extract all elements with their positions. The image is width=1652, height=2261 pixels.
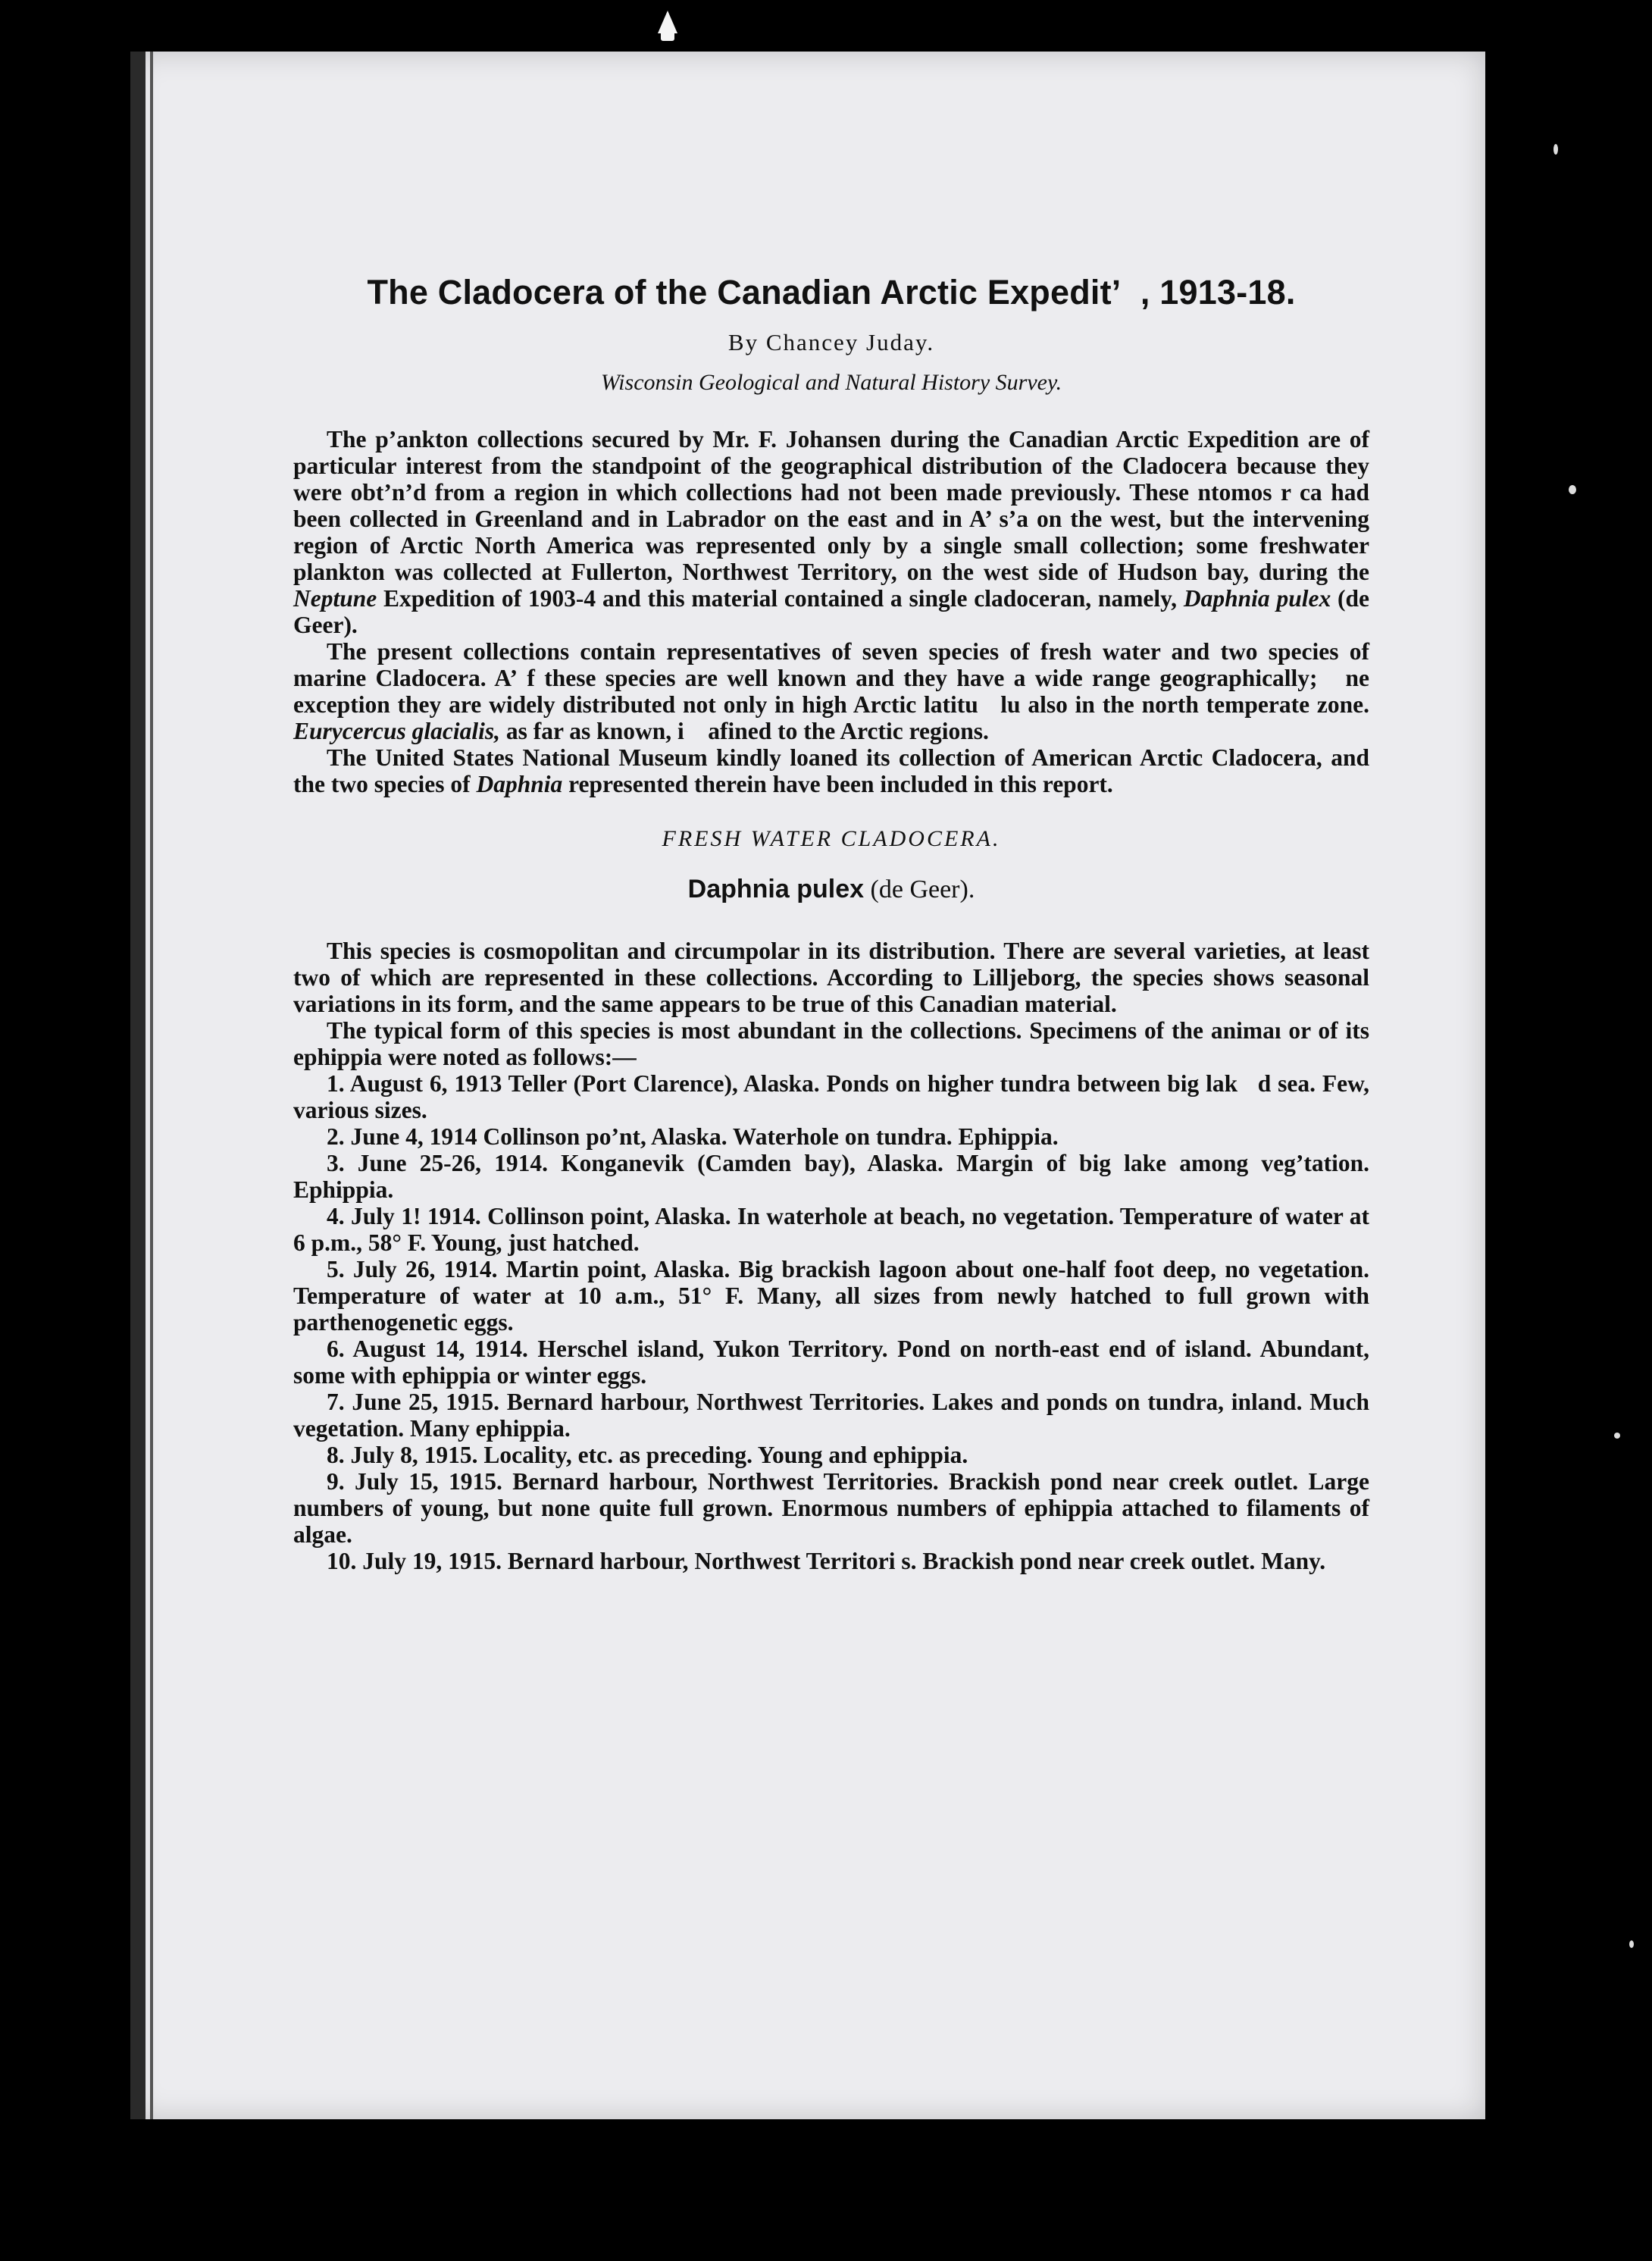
record-entry: 8. July 8, 1915. Locality, etc. as preceding. Young and ephippia. [327, 1442, 968, 1468]
record-entry: 3. June 25-26, 1914. Konganevik (Camden bay), Alaska. Margin of big lake among veg’tation. Ephippia. [293, 1150, 1369, 1203]
species-paragraph-2: The typical form of this species is most abundant in the collections. Specimens of the animaı or of its ephippia were noted as follows:— [293, 1017, 1369, 1070]
intro-text: The p’ankton collections secured by Mr. F. Johansen during the Canadian Arctic Expedition are of particular interest from the standpoint of the geographical distribution of the Cladocera because they were obt’n’d from a region in which collections had not been made previously. These ntomos r ca had been collected in Greenland and in Labrador on the east and in A’ s’a on the west, but the intervening region of Arctic North America was represented only by a single small collection; some freshwater plankton was collected at Fullerton, Northwest Territory, on the west side of Hudson bay, during the [293, 426, 1369, 585]
intro-text: Expedition of 1903-4 and this material contained a single cladoceran, namely, [377, 585, 1184, 612]
intro-text: The United States National Museum kindly loaned its collection of American Arctic Cladocera, and the two species of [293, 744, 1369, 797]
intro-text: (de Geer). [293, 585, 1369, 638]
intro-text: represented therein have been included in this report. [562, 771, 1113, 797]
paper-title: The Cladocera of the Canadian Arctic Expedit’ , 1913-18. [367, 273, 1296, 312]
record-entry: 7. June 25, 1915. Bernard harbour, Northwest Territories. Lakes and ponds on tundra, inland. Much vegetation. Many ephippia. [293, 1389, 1369, 1442]
paper-author: By Chancey Juday. [727, 329, 935, 355]
species-heading-name: Daphnia pulex [687, 875, 865, 903]
record-entry: 4. July 1! 1914. Collinson point, Alaska. In waterhole at beach, no vegetation. Temperature of water at 6 p.m., 58° F. Young, just hatched. [293, 1203, 1369, 1256]
ship-name: Neptune [293, 585, 377, 612]
page-content [293, 273, 1369, 1574]
species-heading [293, 875, 1369, 904]
species-name: Eurycercus glacialis, [293, 718, 500, 744]
scan-speck [1614, 1433, 1620, 1439]
species-heading-authority: (de Geer). [870, 875, 975, 903]
author-affiliation: Wisconsin Geological and Natural History Survey. [600, 370, 1062, 395]
intro-paragraph-1 [293, 426, 1369, 638]
page-binding-line [150, 52, 153, 2119]
record-entry: 5. July 26, 1914. Martin point, Alaska. Big brackish lagoon about one-half foot deep, no vegetation. Temperature of water at 10 a.m., 51° F. Many, all sizes from newly hatched to full grown with parthenogenetic eggs. [293, 1256, 1369, 1336]
section-heading: FRESH WATER CLADOCERA. [662, 826, 1001, 851]
document-page [130, 52, 1485, 2119]
intro-paragraph-2 [293, 638, 1369, 744]
page-binding-edge [130, 52, 145, 2119]
scan-speck [1629, 1940, 1634, 1948]
genus-name: Daphnia [476, 771, 563, 797]
intro-paragraph-3 [293, 744, 1369, 797]
record-entry: 1. August 6, 1913 Teller (Port Clarence), Alaska. Ponds on higher tundra between big lak d sea. Few, various sizes. [293, 1070, 1369, 1123]
species-paragraph-1: This species is cosmopolitan and circumpolar in its distribution. There are several varieties, at least two of which are represented in these collections. According to Lilljeborg, the species shows seasonal variations in its form, and the same appears to be true of this Canadian material. [293, 938, 1369, 1017]
record-entry: 2. June 4, 1914 Collinson po’nt, Alaska. Waterhole on tundra. Ephippia. [327, 1123, 1059, 1150]
species-name: Daphnia pulex [1183, 585, 1331, 612]
intro-text: as far as known, i afined to the Arctic regions. [500, 718, 989, 744]
intro-text: The present collections contain representatives of seven species of fresh water and two species of marine Cladocera. A’ f these species are well known and they have a wide range geographically; ne exception they are widely distributed not only in high Arctic latitu lu also in the north temperate zone. [293, 638, 1369, 718]
record-entry: 10. July 19, 1915. Bernard harbour, Northwest Territori s. Brackish pond near creek outlet. Many. [327, 1548, 1326, 1574]
record-entry: 9. July 15, 1915. Bernard harbour, Northwest Territories. Brackish pond near creek outlet. Large numbers of young, but none quite full grown. Enormous numbers of ephippia attached to filaments of algae. [293, 1468, 1369, 1548]
scan-speck [1569, 485, 1576, 494]
film-frame-mark [658, 11, 677, 33]
scan-speck [1553, 144, 1558, 155]
record-entry: 6. August 14, 1914. Herschel island, Yukon Territory. Pond on north-east end of island. Abundant, some with ephippia or winter eggs. [293, 1336, 1369, 1389]
